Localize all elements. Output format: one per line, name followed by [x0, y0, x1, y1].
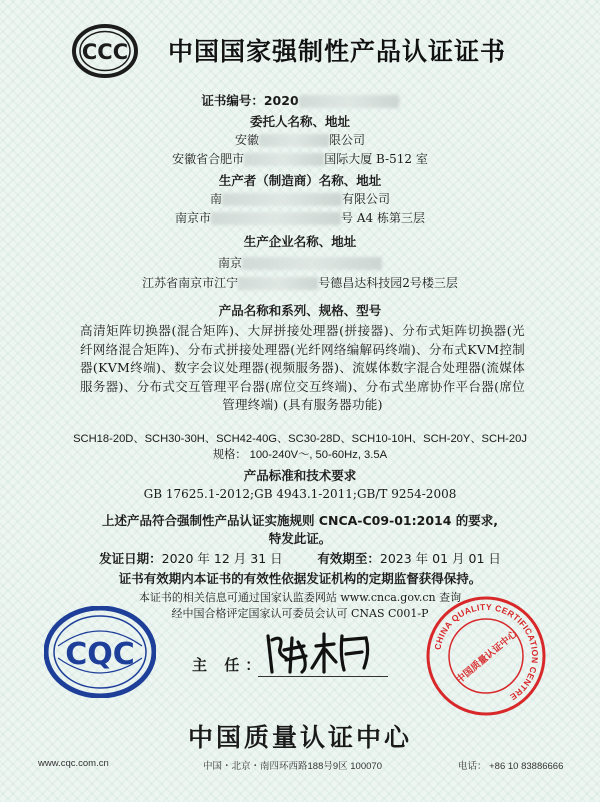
ccc-logo	[72, 24, 138, 78]
footer-website: www.cqc.com.cn	[38, 758, 109, 769]
dates-row	[0, 549, 600, 567]
seal-ring-text: CHINA QUALITY CERTIFICATION CENTRE	[432, 601, 541, 703]
cert-number-value: 2020	[263, 93, 299, 108]
manufacturer-name-start: 南	[209, 192, 222, 206]
client-address-end: 国际大厦 B-512 室	[324, 152, 428, 166]
product-description: 高清矩阵切换器(混合矩阵)、大屏拼接处理器(拼接器)、分布式矩阵切换器(光纤网络混合矩阵)、分布式拼接处理器(光纤网络编解码终端)、分布式KVM控制器(KVM终端)、数字会议处理器(视频服务器)、流媒体数字混合处理器(流媒体服务器)、分布式交互管理平台器(席位交互终端)、分布式坐席协作平台器(席位管理终端) (具有服务器功能)	[80, 323, 525, 412]
product-models: SCH18-20D、SCH30-30H、SCH42-40G、SC30-28D、SCH10-10H、SCH-20Y、SCH-20J	[73, 433, 527, 445]
product-spec-value: 100-240V～, 50-60Hz, 3.5A	[249, 449, 388, 461]
seal-center-text: 中国质量认证中心	[454, 628, 520, 686]
standards-heading: 产品标准和技术要求	[243, 468, 357, 483]
redacted-block	[238, 277, 318, 290]
client-name-start: 安徽	[234, 133, 259, 147]
issue-date-label: 发证日期：	[99, 551, 162, 566]
manufacturer-name-end: 有限公司	[342, 192, 391, 206]
expiry-date-label: 有效期至：	[317, 551, 380, 566]
client-address	[0, 150, 600, 167]
client-name	[0, 131, 600, 148]
redacted-block	[259, 134, 329, 147]
cqc-logo-text: CQC	[65, 637, 135, 672]
manufacturer-name	[0, 190, 600, 207]
manufacturer-address	[0, 209, 600, 226]
redacted-block	[244, 153, 324, 166]
product-spec-label: 规格：	[212, 449, 247, 461]
factory-address-start: 江苏省南京市江宁	[142, 276, 239, 290]
manufacturer-heading: 生产者（制造商）名称、地址	[218, 173, 382, 188]
info-note-website: 本证书的相关信息可通过国家认监委网站 www.cnca.gov.cn 查询	[138, 591, 462, 604]
redacted-block	[299, 95, 399, 108]
product-heading: 产品名称和系列、规格、型号	[218, 303, 382, 318]
cqc-logo	[44, 606, 156, 698]
factory-heading: 生产企业名称、地址	[243, 234, 357, 249]
client-name-end: 限公司	[329, 133, 366, 147]
factory-address	[0, 274, 600, 291]
manufacturer-address-end: 号 A4 栋第三层	[341, 211, 425, 225]
factory-address-end: 号德昌达科技园2号楼三层	[318, 276, 458, 290]
factory-name	[0, 254, 600, 271]
redacted-block	[242, 257, 382, 270]
certificate-title: 中国国家强制性产品认证证书	[168, 37, 507, 66]
official-seal	[425, 595, 547, 717]
ccc-logo-text: CCC	[81, 40, 129, 64]
info-note-cnas: 经中国合格评定国家认可委员会认可 CNAS C001-P	[171, 607, 429, 620]
director-signature	[262, 628, 392, 676]
director-label: 主 任：	[192, 656, 267, 674]
conformity-line2: 特发此证。	[268, 531, 332, 546]
cert-number-label: 证书编号：	[201, 93, 264, 108]
client-address-start: 安徽省合肥市	[172, 152, 245, 166]
footer-phone: 电话： +86 10 83886666	[458, 761, 564, 772]
redacted-block	[211, 212, 341, 225]
product-spec	[0, 446, 600, 462]
signature-line	[258, 676, 388, 677]
redacted-block	[222, 193, 342, 206]
factory-name-start: 南京	[217, 256, 242, 270]
issuing-org: 中国质量认证中心	[187, 723, 412, 752]
issue-date-value: 2020 年 12 月 31 日	[161, 551, 283, 566]
footer-address: 中国・北京・南四环西路188号9区 100070	[203, 761, 382, 772]
standards-value: GB 17625.1-2012;GB 4943.1-2011;GB/T 9254-2008	[143, 487, 457, 501]
manufacturer-address-start: 南京市	[175, 211, 212, 225]
expiry-date-value: 2023 年 01 月 01 日	[379, 551, 501, 566]
footer-contact	[38, 758, 562, 774]
conformity-line1: 上述产品符合强制性产品认证实施规则 CNCA-C09-01:2014 的要求,	[101, 513, 499, 528]
client-heading: 委托人名称、地址	[249, 114, 350, 129]
validity-note: 证书有效期内本证书的有效性依据发证机构的定期监督获得保持。	[118, 571, 482, 586]
cert-number	[0, 91, 600, 109]
